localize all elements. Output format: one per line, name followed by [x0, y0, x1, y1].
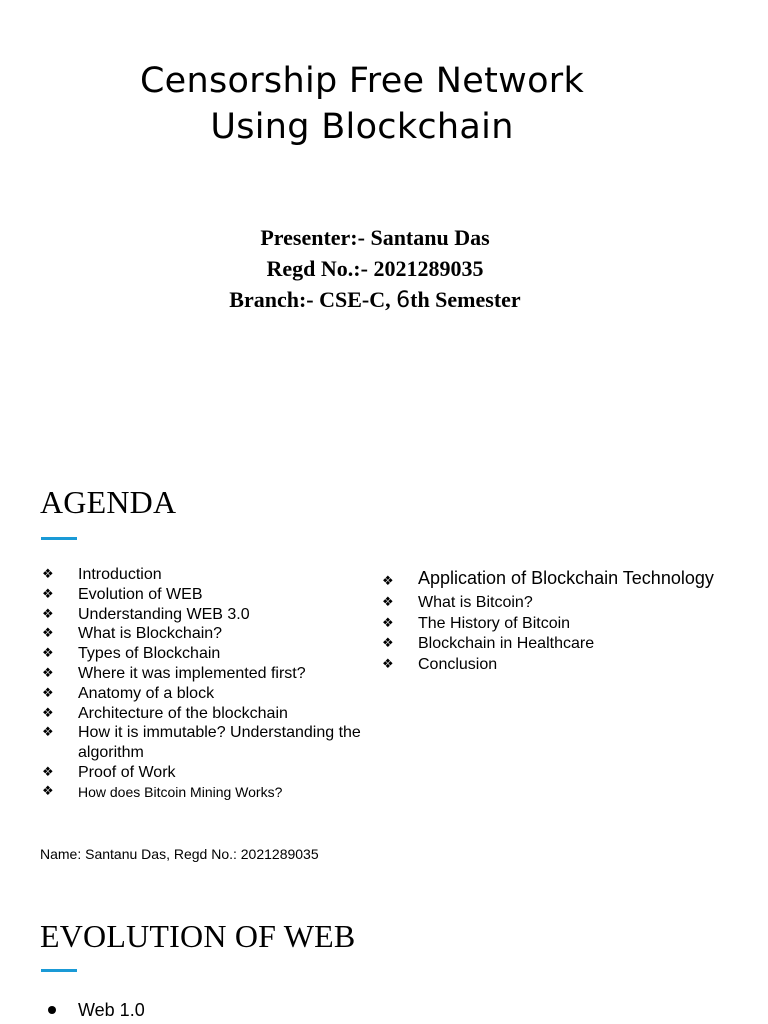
diamond-bullet-icon: ❖ [42, 646, 54, 662]
list-item-label: What is Bitcoin? [418, 594, 533, 611]
diamond-bullet-icon: ❖ [42, 586, 54, 602]
list-item-label: Where it was implemented first? [78, 664, 306, 682]
agenda-title: AGENDA [40, 484, 177, 520]
list-item [40, 684, 370, 704]
list-item [40, 605, 370, 625]
list-item-label: Architecture of the blockchain [78, 704, 288, 722]
list-item-label: Understanding WEB 3.0 [78, 605, 250, 623]
list-item [380, 655, 760, 676]
diamond-bullet-icon: ❖ [42, 665, 54, 681]
diamond-bullet-icon: ❖ [42, 783, 54, 799]
diamond-bullet-icon: ❖ [42, 567, 54, 582]
branch-semester [0, 284, 750, 316]
slide-footer: Name: Santanu Das, Regd No.: 2021289035 [40, 846, 319, 862]
agenda-list-right [380, 566, 760, 675]
list-item-label: Blockchain in Healthcare [418, 635, 595, 652]
list-item [40, 723, 370, 763]
list-item [40, 624, 370, 644]
diamond-bullet-icon: ❖ [382, 636, 394, 651]
title-slide [0, 0, 768, 440]
diamond-bullet-icon: ❖ [382, 574, 394, 589]
list-item-label: Conclusion [418, 655, 498, 673]
list-item [380, 634, 760, 655]
list-item [380, 566, 760, 590]
diamond-bullet-icon: ❖ [42, 764, 54, 780]
list-item [40, 664, 370, 684]
diamond-bullet-icon: ❖ [42, 725, 54, 741]
presenter-info [0, 222, 750, 316]
list-item-label: Evolution of WEB [78, 585, 203, 603]
list-item-label: Types of Blockchain [78, 645, 221, 663]
title-line-2: Using Blockchain [210, 107, 514, 147]
diamond-bullet-icon: ❖ [42, 685, 54, 701]
list-item-label: Web 1.0 [78, 1000, 145, 1020]
list-item [40, 585, 370, 605]
list-item [40, 783, 370, 801]
list-item-label: Anatomy of a block [78, 684, 215, 702]
list-item [40, 763, 370, 783]
list-item [380, 593, 760, 614]
evolution-accent-rule [41, 969, 77, 972]
list-item-label: Application of Blockchain Technology [418, 568, 714, 588]
diamond-bullet-icon: ❖ [42, 705, 54, 721]
agenda-list-left [40, 565, 370, 801]
diamond-bullet-icon: ❖ [382, 595, 394, 610]
list-item [40, 704, 370, 724]
list-item [40, 999, 145, 1021]
diamond-bullet-icon: ❖ [382, 615, 394, 631]
registration-number: Regd No.:- 2021289035 [266, 256, 484, 281]
evolution-title: EVOLUTION OF WEB [40, 918, 356, 954]
diamond-bullet-icon: ❖ [382, 656, 394, 672]
evolution-list [40, 999, 145, 1021]
list-item-label: How it is immutable? Understanding the algorithm [78, 724, 361, 762]
list-item-label: Introduction [78, 566, 162, 583]
list-item [380, 614, 760, 635]
evolution-slide [0, 880, 768, 1024]
list-item-label: Proof of Work [78, 763, 176, 781]
branch-suffix: th Semester [410, 287, 521, 312]
branch-prefix: Branch:- CSE-C, [229, 287, 397, 312]
list-item [40, 565, 370, 585]
list-item [40, 644, 370, 664]
list-item-label: How does Bitcoin Mining Works? [78, 783, 283, 800]
agenda-slide [0, 440, 768, 880]
bullet-dot-icon [48, 1006, 56, 1014]
diamond-bullet-icon: ❖ [42, 606, 54, 622]
list-item-label: The History of Bitcoin [418, 614, 571, 632]
presentation-title [0, 58, 724, 150]
diamond-bullet-icon: ❖ [42, 626, 54, 642]
presenter-name: Presenter:- Santanu Das [260, 225, 490, 250]
list-item-label: What is Blockchain? [78, 625, 223, 643]
title-line-1: Censorship Free Network [139, 61, 585, 101]
branch-ordinal: 6 [396, 288, 411, 313]
agenda-accent-rule [41, 537, 77, 540]
